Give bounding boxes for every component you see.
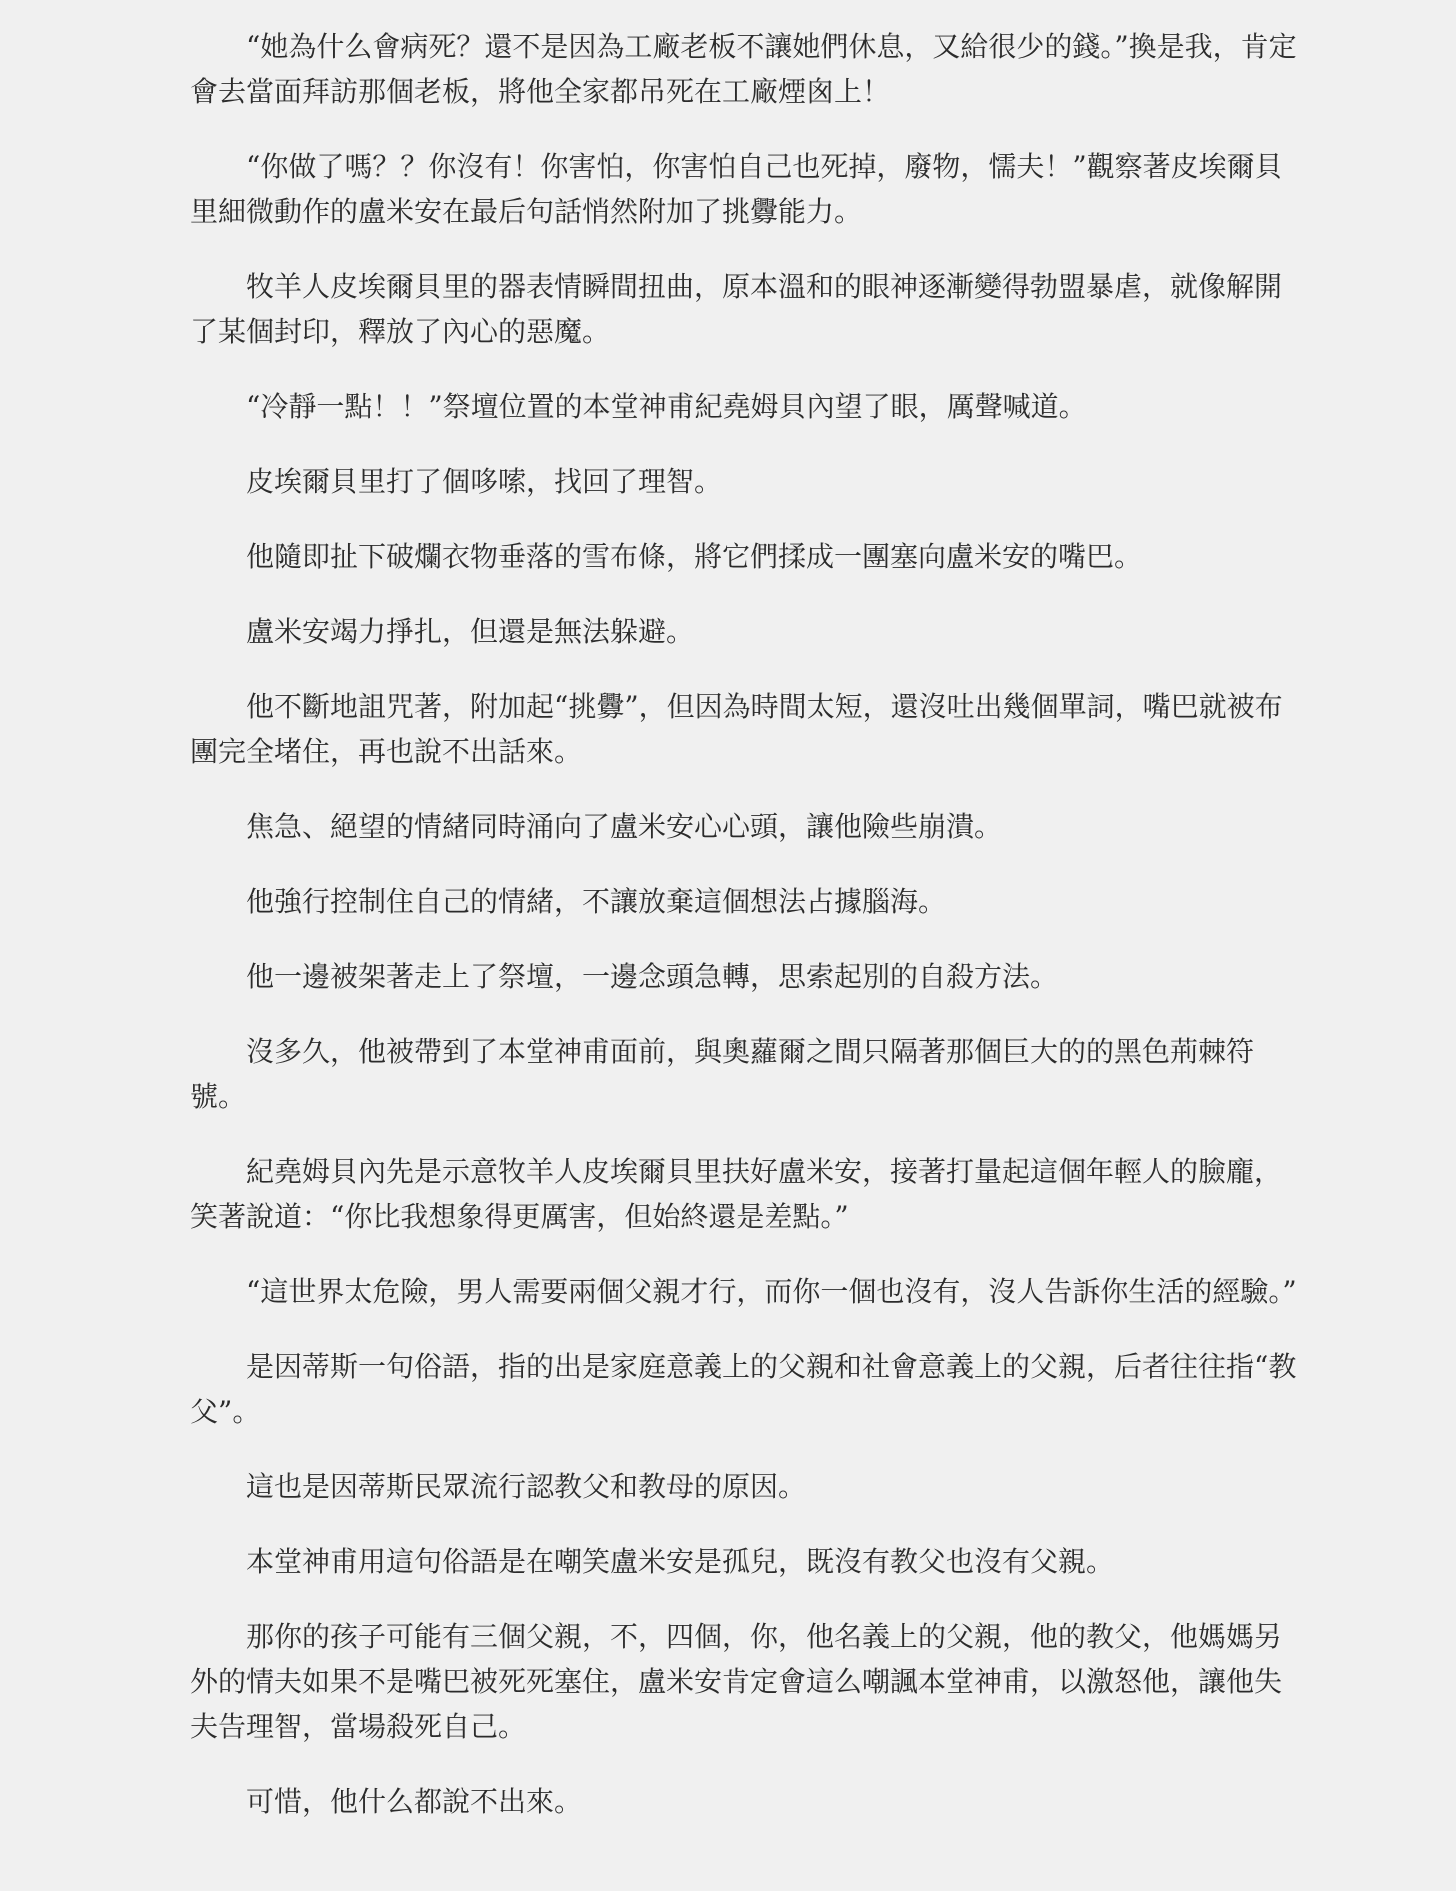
paragraph: 牧羊人皮埃爾貝里的器表情瞬間扭曲，原本溫和的眼神逐漸變得勃盟暴虐，就像解開了某個封印，釋放了內心的惡魔。	[190, 270, 1283, 348]
paragraph: 是因蒂斯一句俗語，指的出是家庭意義上的父親和社會意義上的父親，后者往往指“教父”。	[190, 1350, 1297, 1428]
paragraph: “她為什么會病死？還不是因為工廠老板不讓她們休息，又給很少的錢。”換是我，肯定會去當面拜訪那個老板，將他全家都吊死在工廠煙囪上！	[190, 30, 1297, 108]
paragraph: 他隨即扯下破爛衣物垂落的雪布條，將它們揉成一團塞向盧米安的嘴巴。	[246, 540, 1143, 573]
paragraph: “這世界太危險，男人需要兩個父親才行，而你一個也沒有，沒人告訴你生活的經驗。”	[246, 1275, 1297, 1308]
paragraph: 他不斷地詛咒著，附加起“挑釁”，但因為時間太短，還沒吐出幾個單詞，嘴巴就被布團完全堵住，再也說不出話來。	[190, 690, 1283, 768]
paragraph: 沒多久，他被帶到了本堂神甫面前，與奧蘿爾之間只隔著那個巨大的的黑色荊棘符號。	[190, 1035, 1255, 1113]
document-page	[190, 24, 1300, 1854]
paragraph: “你做了嗎？？你沒有！你害怕，你害怕自己也死掉，廢物，懦夫！”觀察著皮埃爾貝里細微動作的盧米安在最后句話悄然附加了挑釁能力。	[190, 150, 1283, 228]
paragraph: 皮埃爾貝里打了個哆嗦，找回了理智。	[246, 465, 723, 498]
paragraph: 他一邊被架著走上了祭壇，一邊念頭急轉，思索起別的自殺方法。	[246, 960, 1059, 993]
paragraph: 這也是因蒂斯民眾流行認教父和教母的原因。	[246, 1470, 807, 1503]
paragraph: 那你的孩子可能有三個父親，不，四個，你，他名義上的父親，他的教父，他媽媽另外的情夫如果不是嘴巴被死死塞住，盧米安肯定會這么嘲諷本堂神甫，以激怒他，讓他失夫告理智，當場殺死自己。	[190, 1620, 1283, 1743]
paragraph: 可惜，他什么都說不出來。	[246, 1785, 583, 1818]
paragraph: 盧米安竭力掙扎，但還是無法躲避。	[246, 615, 695, 648]
paragraph: 他強行控制住自己的情緒，不讓放棄這個想法占據腦海。	[246, 885, 947, 918]
paragraph: 焦急、絕望的情緒同時涌向了盧米安心心頭，讓他險些崩潰。	[246, 810, 1003, 843]
paragraph: 紀堯姆貝內先是示意牧羊人皮埃爾貝里扶好盧米安，接著打量起這個年輕人的臉龐，笑著說道：“你比我想象得更厲害，但始終還是差點。”	[190, 1155, 1283, 1233]
paragraph: “冷靜一點！！”祭壇位置的本堂神甫紀堯姆貝內望了眼，厲聲喊道。	[246, 390, 1087, 423]
paragraph: 本堂神甫用這句俗語是在嘲笑盧米安是孤兒，既沒有教父也沒有父親。	[246, 1545, 1115, 1578]
